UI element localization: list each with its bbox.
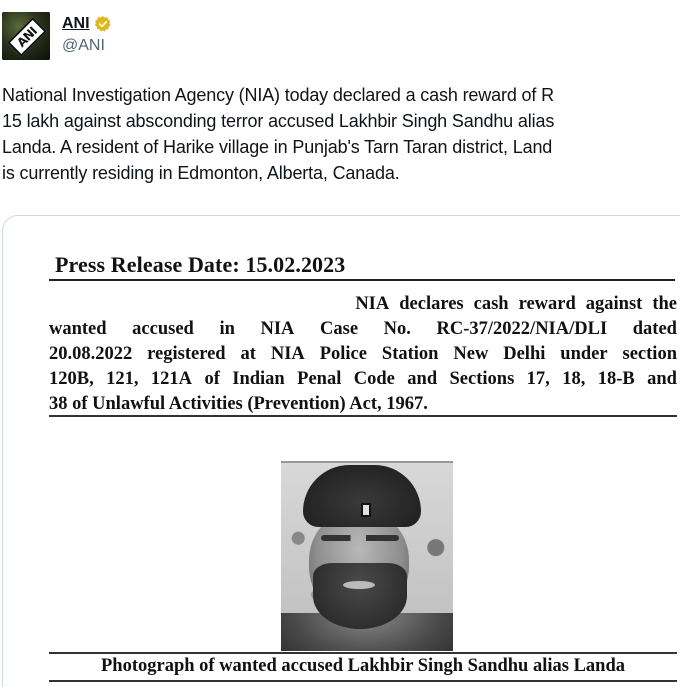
media-card[interactable] (2, 215, 680, 687)
paragraph-line (49, 342, 677, 367)
divider (49, 415, 677, 417)
tweet-text-line: is currently residing in Edmonton, Alberta, Canada. (2, 163, 400, 183)
photo-caption: Photograph of wanted accused Lakhbir Singh Sandhu alias Landa (101, 656, 625, 676)
word: dated (632, 319, 677, 339)
word: 18, (562, 369, 586, 389)
paragraph-line (49, 367, 677, 392)
user-info (62, 13, 112, 55)
photo-cap (303, 465, 421, 527)
paragraph-line (49, 392, 677, 417)
word: section (622, 344, 677, 364)
word: and (647, 369, 677, 389)
paragraph-line (49, 317, 677, 342)
word: cash (473, 294, 509, 314)
word: NIA (270, 344, 305, 364)
word: New (453, 344, 489, 364)
word: registered (147, 344, 226, 364)
word: 18-B (597, 369, 635, 389)
word: wanted (49, 319, 107, 339)
tweet-text (2, 82, 680, 186)
word: Case (320, 319, 359, 339)
press-release-image (3, 216, 680, 687)
word: of (204, 369, 220, 389)
word: 120B, (49, 369, 94, 389)
paragraph-line (49, 292, 677, 317)
word: Station (381, 344, 439, 364)
photo-beard (313, 563, 407, 629)
word: RC-37/2022/NIA/DLI (436, 319, 608, 339)
word: Penal (297, 369, 342, 389)
word: the (652, 294, 677, 314)
wanted-accused-photo (281, 461, 453, 651)
tweet-text-line: Landa. A resident of Harike village in Punjab's Tarn Taran district, Land (2, 137, 553, 157)
word: accused (132, 319, 194, 339)
word: NIA (260, 319, 295, 339)
word: 121A (150, 369, 193, 389)
word: at (240, 344, 256, 364)
word: against (585, 294, 643, 314)
word: reward (518, 294, 576, 314)
word: 17, (526, 369, 550, 389)
word: Police (319, 344, 367, 364)
tweet-text-line: National Investigation Agency (NIA) today declared a cash reward of R (2, 85, 554, 105)
word: 38 of Unlawful Activities (Prevention) Act, 1967. (49, 394, 428, 414)
name-row (62, 13, 112, 35)
press-release-date-title: Press Release Date: 15.02.2023 (55, 252, 346, 277)
word: Sections (449, 369, 515, 389)
ani-logo-icon: ANI (7, 17, 47, 57)
word: under (560, 344, 608, 364)
word: Indian (232, 369, 285, 389)
tweet-header (2, 12, 112, 62)
word: NIA (355, 294, 390, 314)
word: in (219, 319, 235, 339)
author-handle[interactable]: @ANI (62, 37, 105, 54)
word: 121, (106, 369, 139, 389)
avatar[interactable] (2, 12, 50, 60)
tweet-text-line: 15 lakh against absconding terror accused Lakhbir Singh Sandhu alias (2, 111, 555, 131)
word: declares (399, 294, 464, 314)
divider (49, 279, 675, 281)
divider (49, 680, 677, 682)
word: and (407, 369, 438, 389)
verified-badge-icon (94, 15, 112, 33)
word: Delhi (503, 344, 546, 364)
author-name[interactable]: ANI (62, 15, 90, 32)
word: Code (353, 369, 395, 389)
word: 20.08.2022 (49, 344, 133, 364)
divider (49, 652, 677, 654)
press-release-paragraph (49, 292, 677, 417)
word: No. (383, 319, 411, 339)
